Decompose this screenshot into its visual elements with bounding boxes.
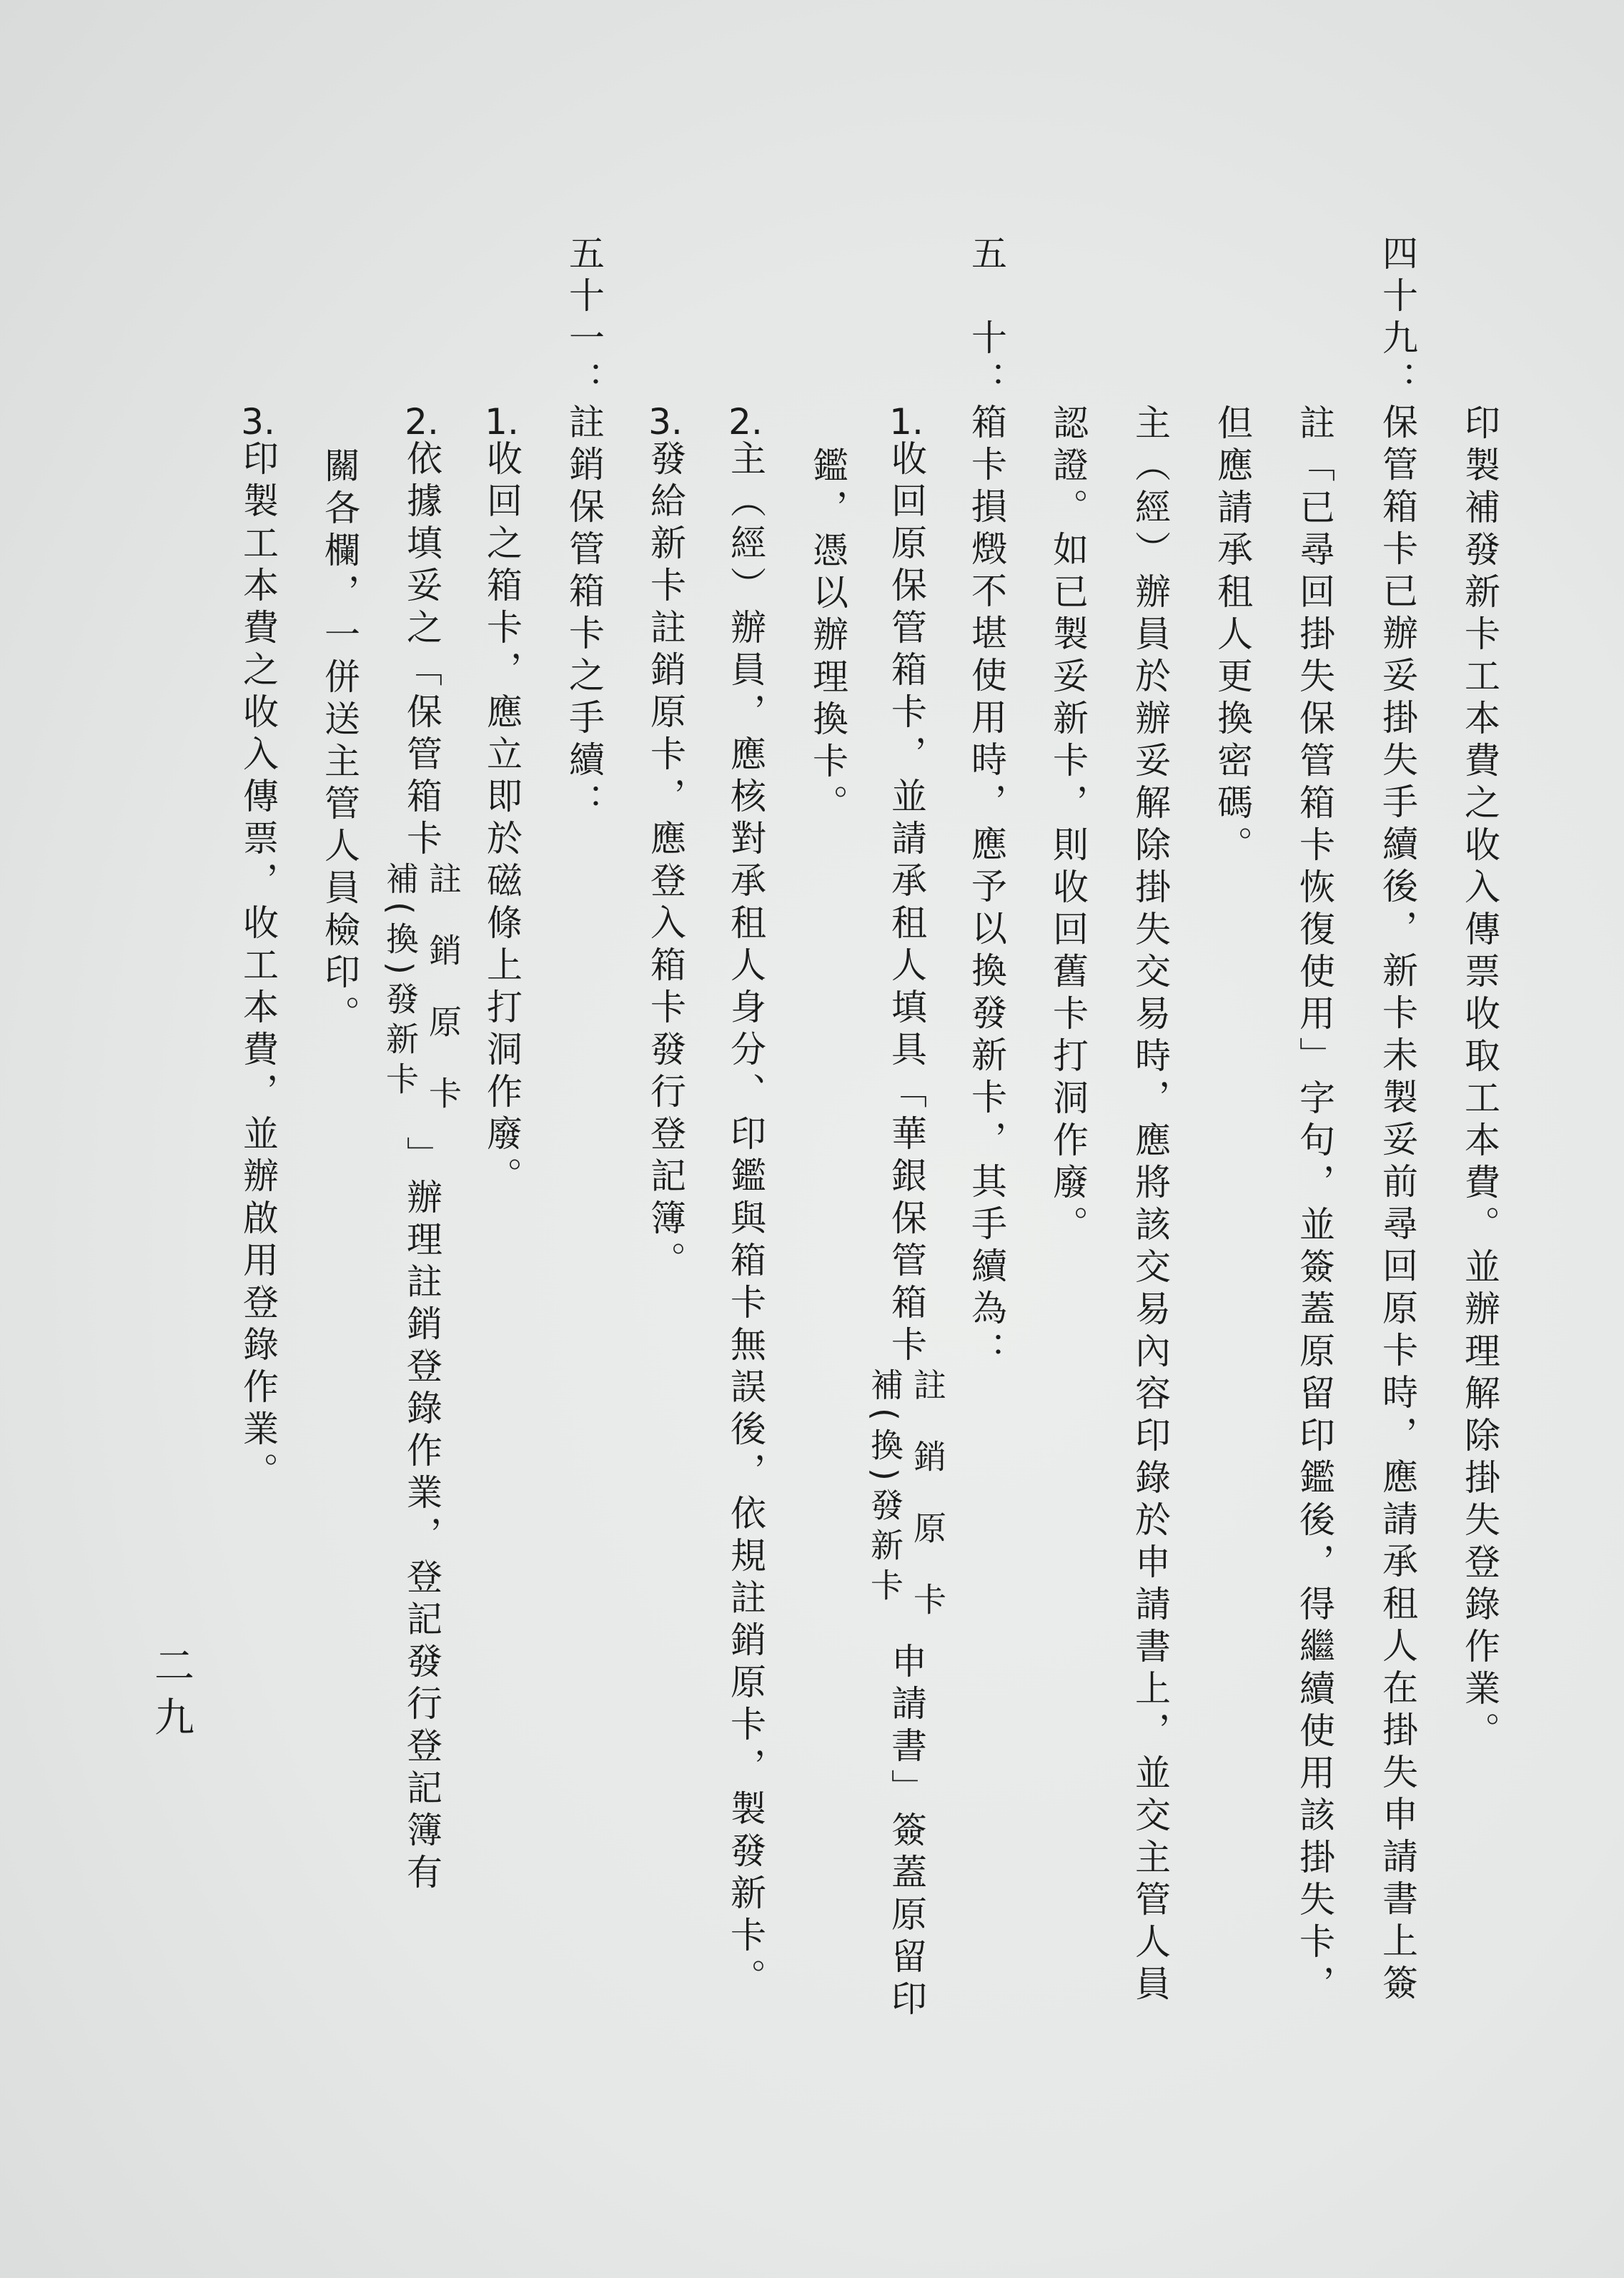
text-run: 註「已尋回掛失保管箱卡恢復使用」字句，並簽蓋原留印鑑後，得繼續使用該掛失卡， bbox=[1294, 404, 1335, 2007]
article-50-item-2 bbox=[717, 404, 774, 2001]
text-run: 發給新卡註銷原卡，應登入箱卡發行登記簿。 bbox=[645, 440, 686, 1283]
article-51-label: 五十一： bbox=[563, 235, 605, 403]
intro-line bbox=[1451, 404, 1508, 1754]
item-number: 2. bbox=[728, 404, 763, 440]
article-50-heading-line bbox=[958, 235, 1015, 1374]
form-name-line-reissue: 補(換)發新卡 bbox=[866, 1368, 904, 1608]
text-run: 認證。如已製妥新卡，則收回舊卡打洞作廢。 bbox=[1047, 404, 1089, 1248]
text-run: 主（經）辦員於辦妥解除掛失交易時，應將該交易內容印錄於申請書上，並交主管人員 bbox=[1129, 404, 1171, 2007]
text-run: 但應請承租人更換密碼。 bbox=[1212, 404, 1253, 868]
item-number: 1. bbox=[485, 404, 519, 440]
text-run: 」辦理註銷登錄作業，登記發行登記簿有 bbox=[401, 1136, 442, 1895]
form-name-line-cancel: 註銷原卡 bbox=[908, 1368, 947, 1654]
text-run: 收回之箱卡，應立即於磁條上打洞作廢。 bbox=[481, 440, 523, 1199]
article-50-item-3 bbox=[637, 404, 694, 1283]
text-run: 註銷保管箱卡之手續： bbox=[563, 403, 605, 825]
article-49-label: 四十九： bbox=[1377, 235, 1418, 403]
text-run: 主（經）辦員，應核對承租人身分、印鑑與箱卡無誤後，依規註銷原卡，製發新卡。 bbox=[725, 440, 766, 2001]
article-49-line bbox=[1122, 404, 1179, 2007]
article-49-line bbox=[1039, 404, 1096, 1248]
text-run: 依據填妥之「保管箱卡 bbox=[401, 440, 442, 862]
form-name-line-reissue: 補(換)發新卡 bbox=[381, 862, 420, 1102]
article-51-item-3 bbox=[229, 404, 287, 1494]
article-49-line bbox=[1286, 404, 1343, 2007]
page-number: 二九 bbox=[148, 1645, 194, 1747]
text-run: 箱卡損燬不堪使用時，應予以換發新卡，其手續為： bbox=[966, 403, 1007, 1374]
article-50-label: 五 十： bbox=[966, 235, 1007, 403]
text-run: 申請書」簽蓋原留印 bbox=[886, 1642, 927, 2022]
article-51-item-2 bbox=[381, 404, 462, 1895]
article-50-item-1 bbox=[866, 404, 947, 2022]
article-51-item-1 bbox=[473, 404, 530, 1199]
text-run: 關各欄，一併送主管人員檢印。 bbox=[319, 447, 360, 1037]
text-run: 收回原保管箱卡，並請承租人填具「華銀保管箱卡 bbox=[886, 440, 927, 1368]
article-49-line bbox=[1204, 404, 1261, 868]
form-name-two-line bbox=[866, 1368, 947, 1654]
text-run: 鑑，憑以辦理換卡。 bbox=[807, 447, 848, 827]
text-run: 保管箱卡已辦妥掛失手續後，新卡未製妥前尋回原卡時，應請承租人在掛失申請書上簽 bbox=[1377, 403, 1418, 2006]
item-number: 3. bbox=[648, 404, 683, 440]
form-name-line-cancel: 註銷原卡 bbox=[424, 862, 462, 1148]
item-number: 2. bbox=[405, 404, 439, 440]
form-name-two-line bbox=[381, 862, 462, 1148]
text-run: 印製補發新卡工本費之收入傳票收取工本費。並辦理解除掛失登錄作業。 bbox=[1459, 404, 1500, 1754]
item-number: 3. bbox=[241, 404, 275, 440]
article-49-heading-line bbox=[1369, 235, 1426, 2006]
article-51-heading-line bbox=[555, 235, 613, 825]
article-51-item-2-continued bbox=[311, 447, 368, 1037]
text-run: 印製工本費之收入傳票，收工本費，並辦啟用登錄作業。 bbox=[237, 440, 279, 1494]
article-50-item-1-continued bbox=[799, 447, 856, 827]
item-number: 1. bbox=[889, 404, 924, 440]
